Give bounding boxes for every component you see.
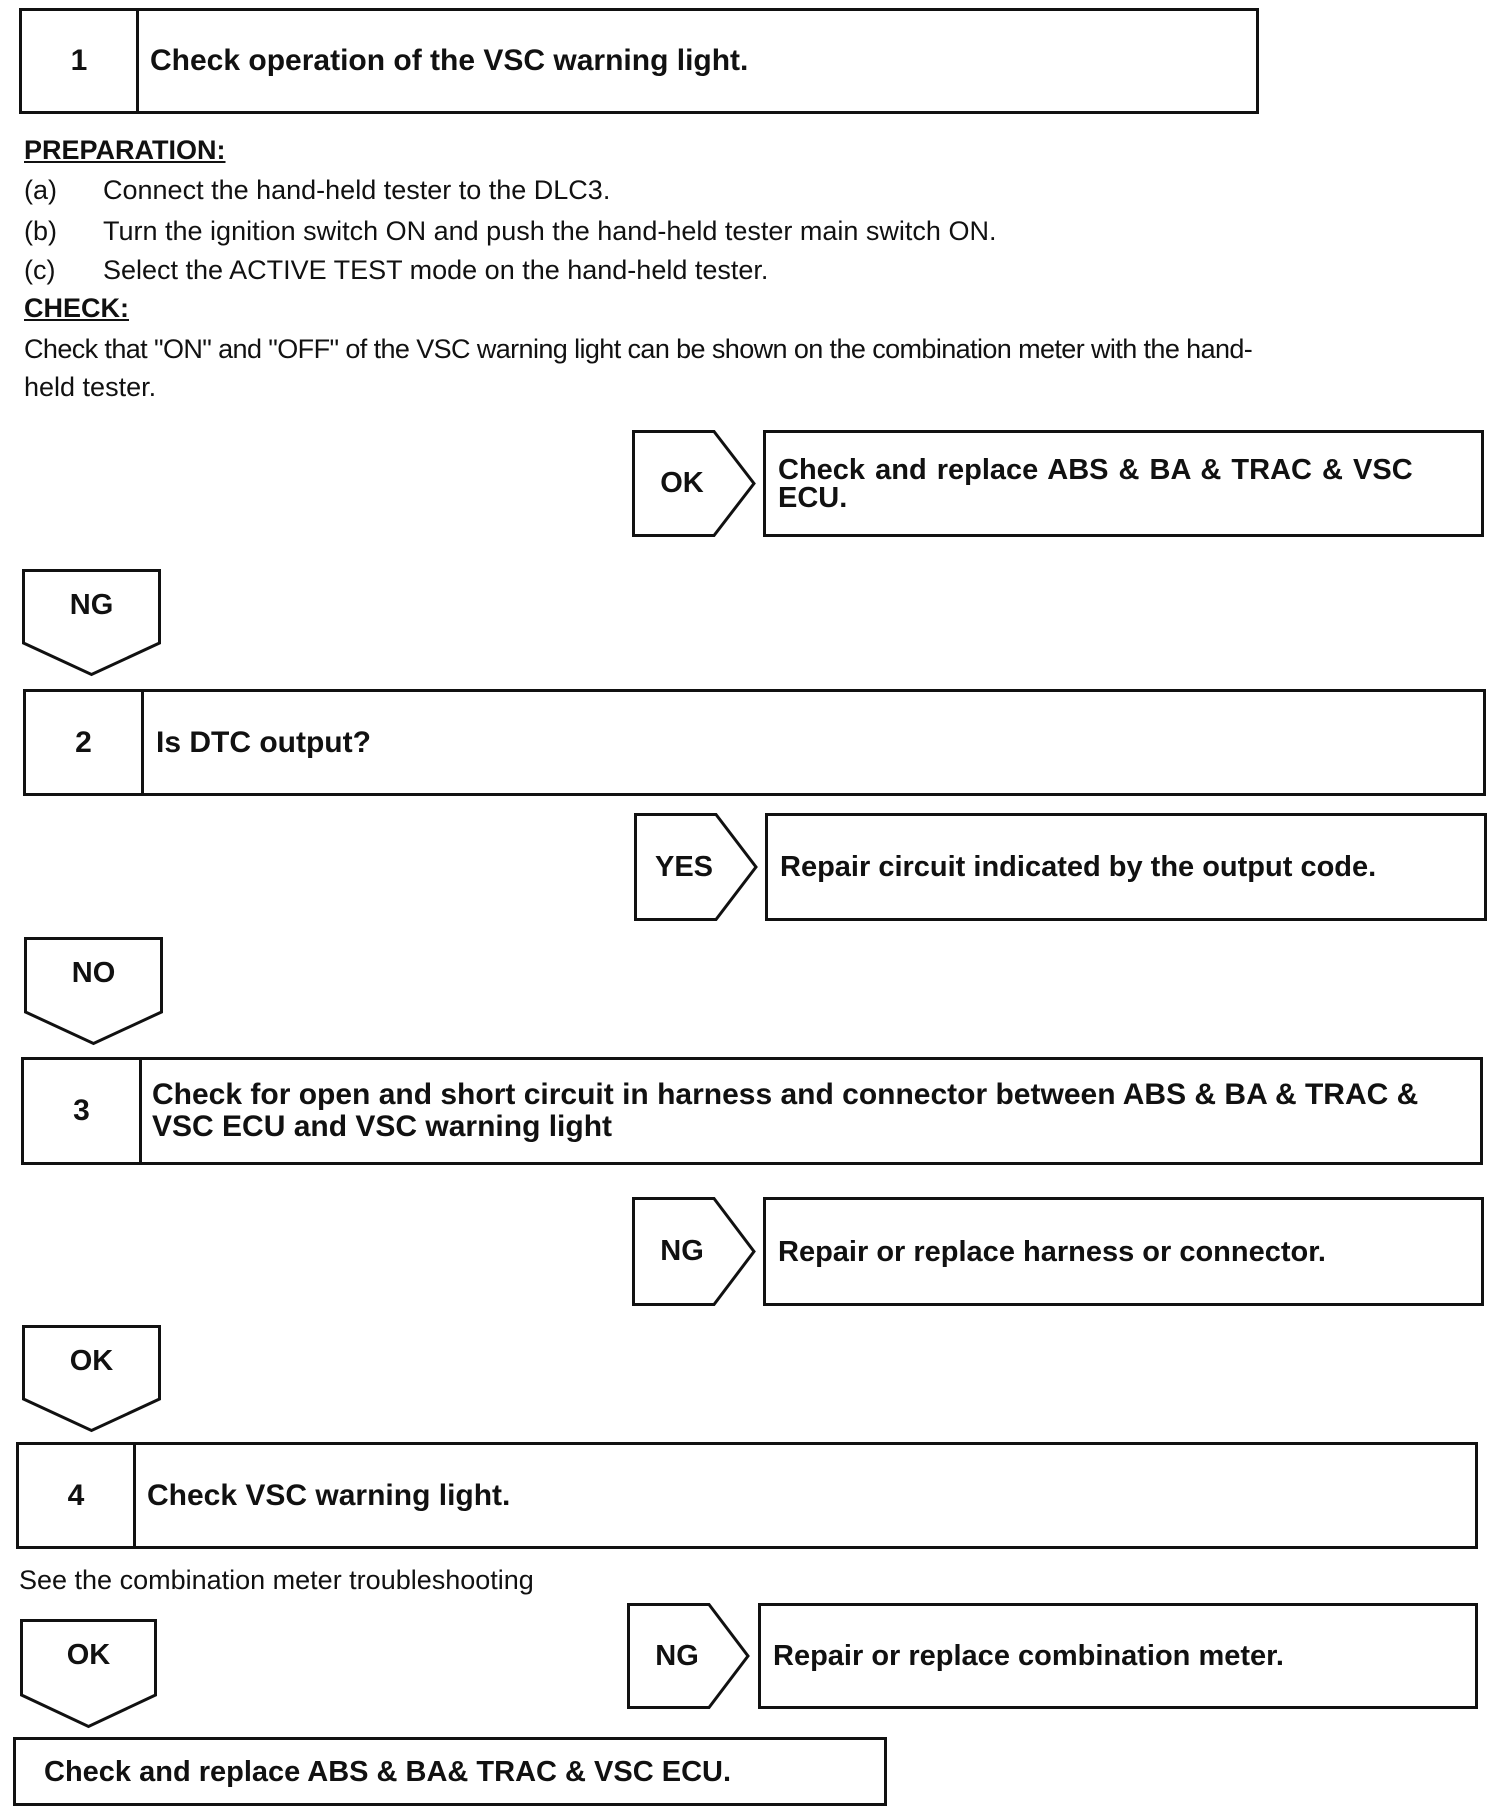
prep-label-b: (b) xyxy=(24,216,57,246)
branch-result: Repair or replace combination meter. xyxy=(758,1603,1478,1709)
prep-label-c: (c) xyxy=(24,255,56,285)
branch-label-ok: OK xyxy=(660,467,704,499)
step-number: 2 xyxy=(26,692,144,793)
prep-text-c: Select the ACTIVE TEST mode on the hand-held tester. xyxy=(103,255,769,285)
check-text-line2: held tester. xyxy=(24,372,157,402)
branch-label-ng: NG xyxy=(660,1235,704,1267)
preparation-heading: PREPARATION: xyxy=(24,135,226,165)
step-1-box xyxy=(19,8,1259,114)
check-heading: CHECK: xyxy=(24,293,129,323)
step-4-box xyxy=(16,1442,1478,1549)
step-number: 3 xyxy=(24,1060,142,1162)
step-4-note: See the combination meter troubleshooting xyxy=(19,1565,534,1595)
step-number: 1 xyxy=(22,11,139,111)
step-3-box xyxy=(21,1057,1483,1165)
branch-label-ok: OK xyxy=(69,1344,114,1377)
step-title: Check operation of the VSC warning light. xyxy=(150,44,749,77)
branch-label-ng: NG xyxy=(69,588,114,621)
final-result: Check and replace ABS & BA& TRAC & VSC ECU. xyxy=(13,1737,887,1806)
branch-label-ng: NG xyxy=(655,1639,699,1672)
step-2-box xyxy=(23,689,1486,796)
branch-result: Check and replace ABS & BA & TRAC & VSC ECU. xyxy=(763,430,1484,537)
prep-text-b: Turn the ignition switch ON and push the hand-held tester main switch ON. xyxy=(103,216,997,246)
branch-result: Repair circuit indicated by the output code. xyxy=(765,813,1487,921)
step-title: Is DTC output? xyxy=(156,725,371,759)
branch-label-yes: YES xyxy=(654,850,714,883)
branch-label-no: NO xyxy=(71,956,116,989)
branch-label-ok: OK xyxy=(66,1638,111,1671)
branch-result: Repair or replace harness or connector. xyxy=(763,1197,1484,1306)
step-title: Check VSC warning light. xyxy=(147,1478,511,1512)
step-number: 4 xyxy=(19,1445,136,1546)
prep-label-a: (a) xyxy=(24,175,57,205)
step-title: Check for open and short circuit in harness and connector between ABS & BA & TRAC & VSC ECU and VSC warning light xyxy=(152,1078,1419,1143)
prep-text-a: Connect the hand-held tester to the DLC3. xyxy=(103,175,611,205)
check-text-line1: Check that "ON" and "OFF" of the VSC warning light can be shown on the combination meter with the hand- xyxy=(24,334,1253,364)
